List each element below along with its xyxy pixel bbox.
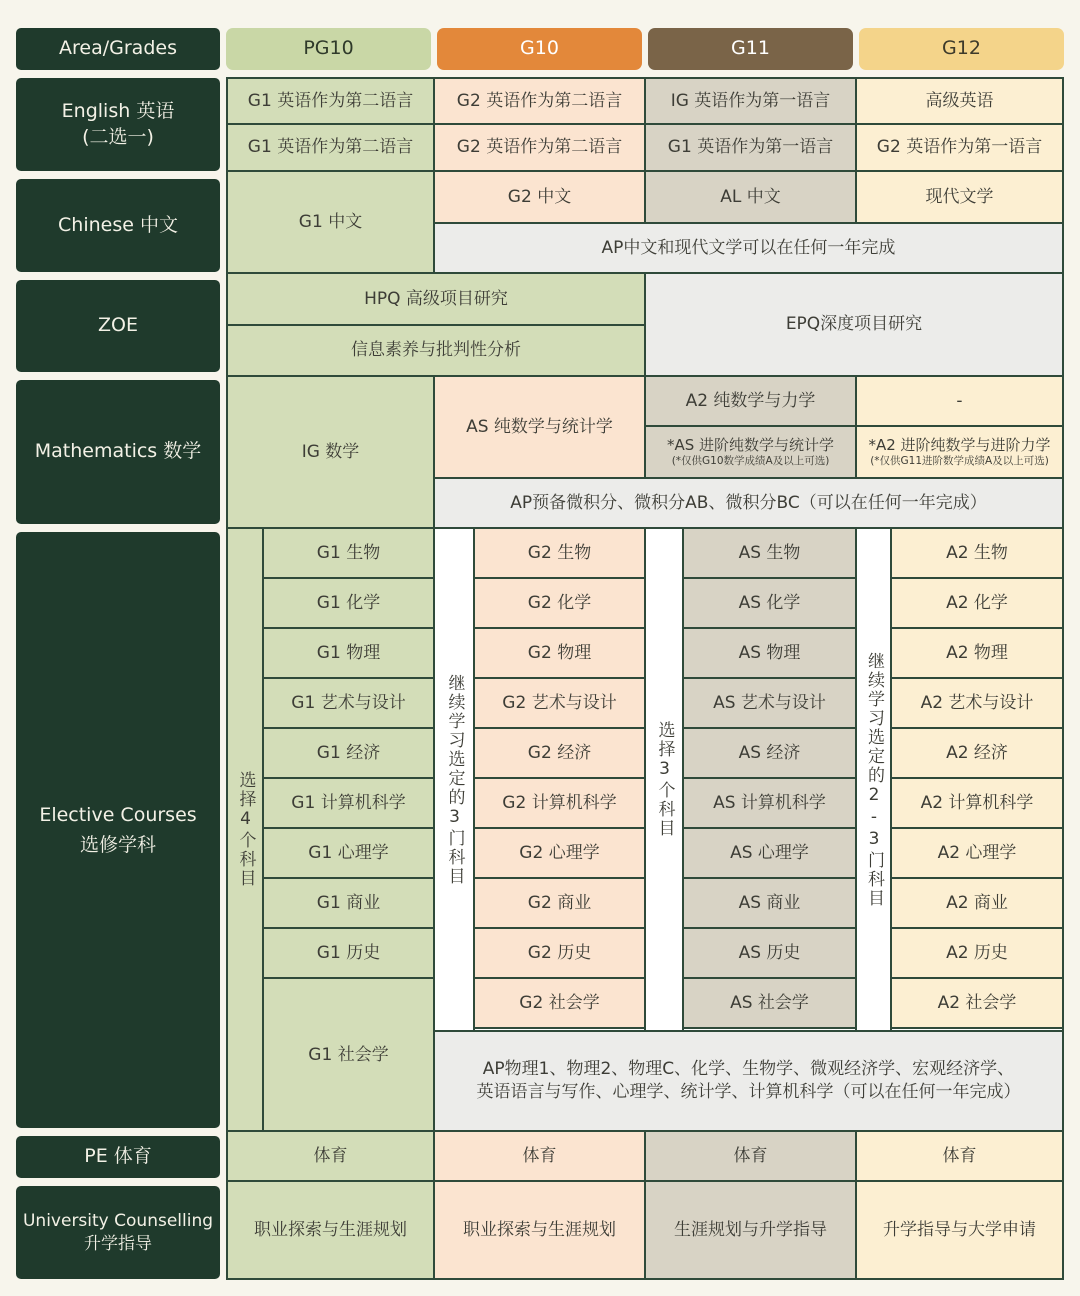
math-label: Mathematics 数学	[16, 380, 220, 524]
uc-pg10: 职业探索与生涯规划	[226, 1180, 435, 1280]
math-g12-bottom-main: *A2 进阶纯数学与进阶力学	[868, 436, 1051, 455]
pe-pg10: 体育	[226, 1130, 435, 1182]
pe-g12: 体育	[855, 1130, 1064, 1182]
elective-pg10-subject: G1 历史	[262, 927, 435, 979]
math-ap-note: AP预备微积分、微积分AB、微积分BC（可以在任何一年完成）	[433, 477, 1064, 529]
chinese-ap-note: AP中文和现代文学可以在任何一年完成	[433, 222, 1064, 274]
grade-header-pg10: PG10	[226, 28, 431, 70]
elective-pg10-subject: G1 心理学	[262, 827, 435, 879]
grade-header-g12: G12	[859, 28, 1064, 70]
math-g12-top: -	[855, 375, 1064, 427]
english-pg10-1: G1 英语作为第二语言	[226, 77, 435, 125]
elective-g10-subject: G2 生物	[473, 527, 646, 579]
elective-g10-subject: G2 历史	[473, 927, 646, 979]
uc-g11: 生涯规划与升学指导	[644, 1180, 857, 1280]
elective-pg10-subject: G1 商业	[262, 877, 435, 929]
chinese-g10: G2 中文	[433, 170, 646, 224]
math-g11-bottom	[644, 425, 857, 479]
math-g11-top: A2 纯数学与力学	[644, 375, 857, 427]
math-g12-bottom-note: (*仅供G11进阶数学成绩A及以上可选)	[870, 455, 1049, 468]
zoe-hpq: HPQ 高级项目研究	[226, 272, 646, 326]
elective-g12-subject: A2 艺术与设计	[890, 677, 1064, 729]
elective-g12-subject: A2 计算机科学	[890, 777, 1064, 829]
grade-header-g10: G10	[437, 28, 642, 70]
math-g11-bottom-note: (*仅供G10数学成绩A及以上可选)	[671, 455, 830, 468]
math-pg10: IG 数学	[226, 375, 435, 529]
chinese-g12: 现代文学	[855, 170, 1064, 224]
elective-g12-subject: A2 商业	[890, 877, 1064, 929]
elective-g11-subject: AS 经济	[682, 727, 857, 779]
elective-ap-note: AP物理1、物理2、物理C、化学、生物学、微观经济学、宏观经济学、 英语语言与写作、心理学、统计学、计算机科学（可以在任何一年完成）	[433, 1030, 1064, 1132]
elective-g10-subject: G2 经济	[473, 727, 646, 779]
elective-g10-subject: G2 计算机科学	[473, 777, 646, 829]
elective-g10-subject: G2 社会学	[473, 977, 646, 1029]
elective-pg10-subject: G1 经济	[262, 727, 435, 779]
elective-g12-subject: A2 历史	[890, 927, 1064, 979]
elective-g11-subject: AS 化学	[682, 577, 857, 629]
uc-label: University Counselling 升学指导	[16, 1186, 220, 1279]
math-g10: AS 纯数学与统计学	[433, 375, 646, 479]
chinese-g11: AL 中文	[644, 170, 857, 224]
elective-pg10-subject: G1 化学	[262, 577, 435, 629]
elective-g11-subject: AS 历史	[682, 927, 857, 979]
elective-g11-subject: AS 物理	[682, 627, 857, 679]
elective-g12-subject: A2 社会学	[890, 977, 1064, 1029]
elective-g10-subject: G2 化学	[473, 577, 646, 629]
elective-g11-subject: AS 艺术与设计	[682, 677, 857, 729]
elective-g12-choose: 继续学习选定的2-3门科目	[855, 527, 892, 1032]
english-pg10-2: G1 英语作为第二语言	[226, 123, 435, 172]
zoe-label: ZOE	[16, 280, 220, 372]
english-g11-2: G1 英语作为第一语言	[644, 123, 857, 172]
english-g12-1: 高级英语	[855, 77, 1064, 125]
english-g12-2: G2 英语作为第一语言	[855, 123, 1064, 172]
elective-g11-subject: AS 社会学	[682, 977, 857, 1029]
math-g11-bottom-main: *AS 进阶纯数学与统计学	[666, 436, 835, 455]
uc-g10: 职业探索与生涯规划	[433, 1180, 646, 1280]
english-label: English 英语 (二选一)	[16, 78, 220, 171]
pe-g10: 体育	[433, 1130, 646, 1182]
zoe-info-literacy: 信息素养与批判性分析	[226, 324, 646, 377]
elective-g12-subject: A2 心理学	[890, 827, 1064, 879]
elective-g11-subject: AS 商业	[682, 877, 857, 929]
elective-g11-subject: AS 心理学	[682, 827, 857, 879]
english-g10-2: G2 英语作为第二语言	[433, 123, 646, 172]
grade-header-g11: G11	[648, 28, 853, 70]
uc-g12: 升学指导与大学申请	[855, 1180, 1064, 1280]
math-g12-bottom	[855, 425, 1064, 479]
elective-pg10-subject: G1 社会学	[262, 977, 435, 1134]
elective-g10-subject: G2 商业	[473, 877, 646, 929]
english-g11-1: IG 英语作为第一语言	[644, 77, 857, 125]
elective-g10-subject: G2 心理学	[473, 827, 646, 879]
elective-g10-subject: G2 艺术与设计	[473, 677, 646, 729]
elective-g12-subject: A2 经济	[890, 727, 1064, 779]
pe-label: PE 体育	[16, 1136, 220, 1178]
elective-pg10-subject: G1 物理	[262, 627, 435, 679]
elective-label: Elective Courses 选修学科	[16, 532, 220, 1128]
chinese-label: Chinese 中文	[16, 179, 220, 272]
pe-g11: 体育	[644, 1130, 857, 1182]
elective-g10-choose: 继续学习选定的3门科目	[433, 527, 475, 1032]
chinese-pg10: G1 中文	[226, 170, 435, 274]
elective-g10-subject: G2 物理	[473, 627, 646, 679]
elective-pg10-choose: 选择4个科目	[226, 527, 264, 1132]
elective-pg10-subject: G1 生物	[262, 527, 435, 579]
elective-g12-subject: A2 物理	[890, 627, 1064, 679]
elective-g11-choose: 选择3个科目	[644, 527, 684, 1032]
elective-g11-subject: AS 计算机科学	[682, 777, 857, 829]
elective-g12-subject: A2 生物	[890, 527, 1064, 579]
elective-g12-subject: A2 化学	[890, 577, 1064, 629]
area-grades-label: Area/Grades	[16, 28, 220, 70]
elective-pg10-subject: G1 计算机科学	[262, 777, 435, 829]
elective-g11-subject: AS 生物	[682, 527, 857, 579]
zoe-epq: EPQ深度项目研究	[644, 272, 1064, 377]
english-g10-1: G2 英语作为第二语言	[433, 77, 646, 125]
elective-pg10-subject: G1 艺术与设计	[262, 677, 435, 729]
